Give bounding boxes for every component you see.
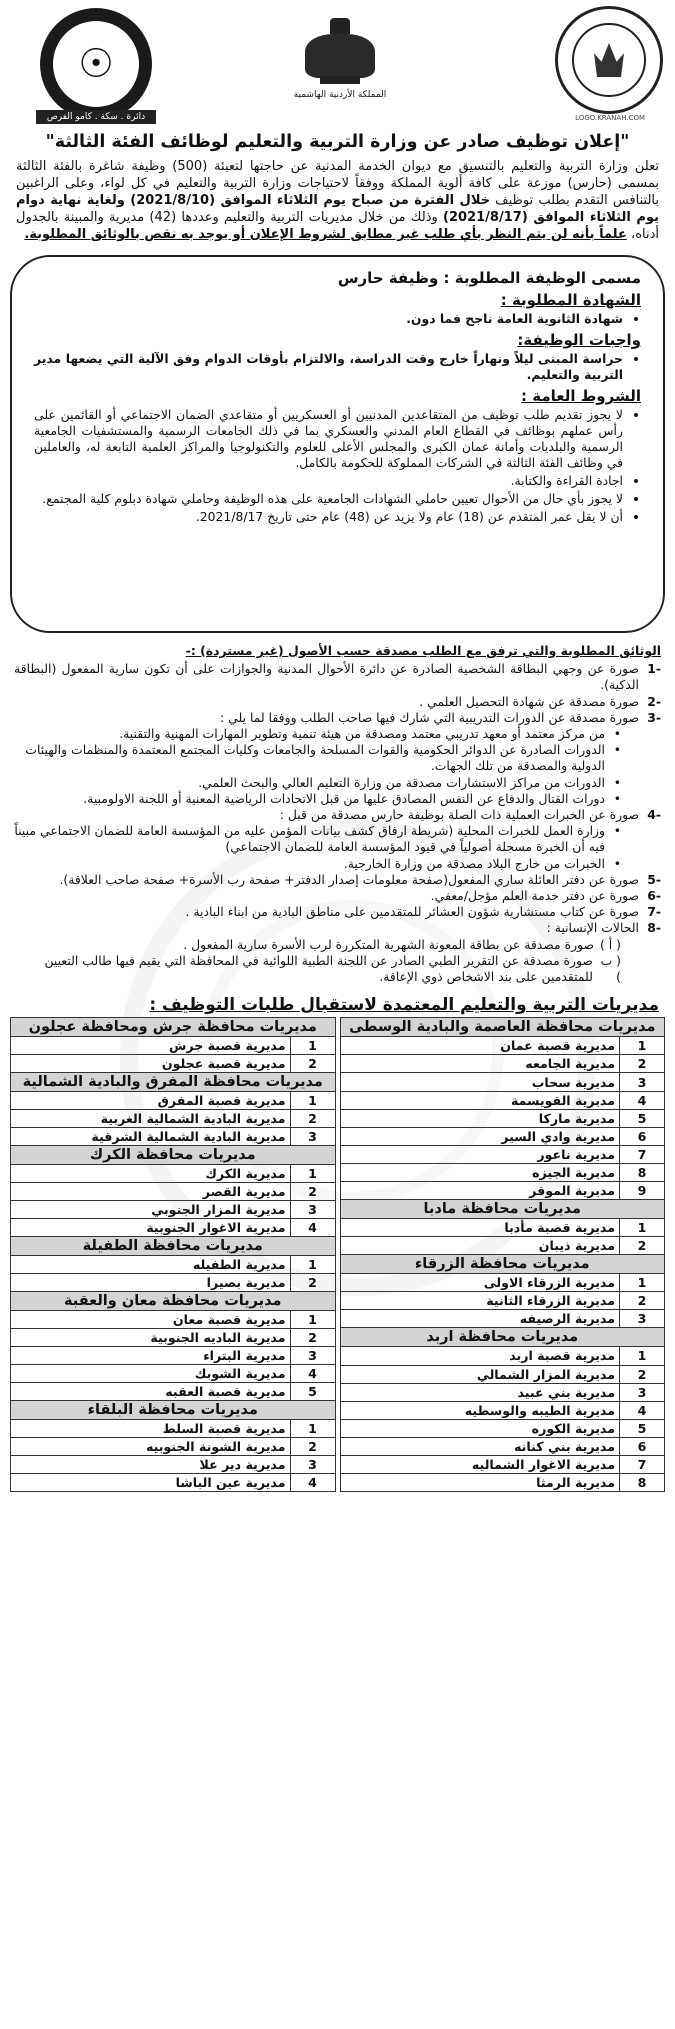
directorate-number: 1 bbox=[290, 1256, 335, 1274]
directorate-name: مديرية الجيزه bbox=[340, 1163, 620, 1181]
condition-item: • أن لا يقل عمر المتقدم عن (18) عام ولا يزيد عن (48) عام حتى تاريخ 2021/8/17. bbox=[34, 509, 623, 525]
directorates-tables bbox=[10, 1017, 665, 1492]
directorate-row bbox=[11, 1037, 336, 1055]
directorate-number: 3 bbox=[620, 1310, 665, 1328]
directorate-row bbox=[340, 1163, 665, 1181]
directorate-row bbox=[11, 1219, 336, 1237]
governorate-header: مديريات محافظة اربد bbox=[340, 1328, 665, 1347]
directorate-number: 3 bbox=[290, 1347, 335, 1365]
directorate-row bbox=[11, 1347, 336, 1365]
directorate-row bbox=[340, 1365, 665, 1383]
directorate-row bbox=[340, 1347, 665, 1365]
doc-item: -3 صورة مصدقة عن الدورات التدريبية التي شارك فيها صاحب الطلب ووفقا لما يلي : bbox=[220, 709, 661, 725]
directorate-name: مديرية الزرقاء الثانية bbox=[340, 1292, 620, 1310]
directorate-number: 1 bbox=[620, 1037, 665, 1055]
directorate-row bbox=[340, 1237, 665, 1255]
job-title: مسمى الوظيفة المطلوبة : وظيفة حارس bbox=[337, 269, 641, 287]
directorate-name: مديرية الكرك bbox=[11, 1165, 291, 1183]
intro-warning: علماً بأنه لن يتم النظر بأي طلب غير مطابق لشروط الإعلان أو يوجد به نقص بالوثائق المطلوبة. bbox=[24, 227, 627, 242]
directorate-row bbox=[11, 1420, 336, 1438]
directorate-number: 1 bbox=[290, 1311, 335, 1329]
directorate-name: مديرية قصبة المفرق bbox=[11, 1092, 291, 1110]
directorate-name: مديرية قصبة العقبه bbox=[11, 1383, 291, 1401]
directorate-row bbox=[11, 1183, 336, 1201]
doc-subitem: • الدورات الصادرة عن الدوائر الحكومية والقوات المسلحة والجامعات وكليات المجتمع المعتمدة والمنظمات والهيئات الدولية والمصدقة من تلك الجهات. bbox=[25, 742, 621, 774]
doc-subitem: • وزارة العمل للخبرات المحلية (شريطة ارفاق كشف بيانات المؤمن عليه من المؤسسة العامة للضمان الاجتماعي مبيناً فيه أن الخبرة مسجلة أصولياً في قيود المؤسسة العامة للضمان الاجتماعي) bbox=[14, 823, 621, 855]
directorate-row bbox=[11, 1128, 336, 1146]
directorate-number: 7 bbox=[620, 1145, 665, 1163]
directorate-name: مديرية الاغوار الشماليه bbox=[340, 1455, 620, 1473]
directorate-name: مديرية القصر bbox=[11, 1183, 291, 1201]
directorate-row bbox=[11, 1438, 336, 1456]
directorate-number: 2 bbox=[290, 1183, 335, 1201]
directorate-name: مديرية سحاب bbox=[340, 1073, 620, 1091]
directorate-row bbox=[11, 1274, 336, 1292]
doc-item: -4 صورة عن الخبرات العملية ذات الصلة بوظيفة حارس مصدقة من قبل : bbox=[279, 807, 661, 823]
governorate-header: مديريات محافظة الكرك bbox=[11, 1146, 336, 1165]
doc-item: -5 صورة عن دفتر العائلة ساري المفعول(صفحة معلومات إصدار الدفتر+ صفحة رب الأسرة+ صفحة صاحب العلاقة). bbox=[59, 871, 661, 887]
directorate-number: 6 bbox=[620, 1127, 665, 1145]
directorate-number: 7 bbox=[620, 1455, 665, 1473]
directorate-number: 1 bbox=[620, 1347, 665, 1365]
directorate-name: مديرية قصبة عمان bbox=[340, 1037, 620, 1055]
directorate-row bbox=[11, 1092, 336, 1110]
directorate-number: 1 bbox=[290, 1420, 335, 1438]
directorate-number: 3 bbox=[620, 1383, 665, 1401]
directorate-name: مديرية قصبة عجلون bbox=[11, 1055, 291, 1073]
directorate-name: مديرية المزار الجنوبي bbox=[11, 1201, 291, 1219]
directorate-number: 6 bbox=[620, 1437, 665, 1455]
directorate-name: مديرية الزرقاء الاولى bbox=[340, 1274, 620, 1292]
directorate-name: مديرية الجامعه bbox=[340, 1055, 620, 1073]
required-documents bbox=[14, 643, 661, 985]
crown-icon bbox=[594, 43, 624, 77]
intro-paragraph bbox=[16, 158, 659, 243]
directorate-name: مديرية وادي السير bbox=[340, 1127, 620, 1145]
doc-subitem: • الخبرات من خارج البلاد مصدقة من وزارة الخارجية. bbox=[343, 855, 621, 871]
directorate-row bbox=[340, 1310, 665, 1328]
directorate-row bbox=[11, 1165, 336, 1183]
directorate-row bbox=[11, 1329, 336, 1347]
directorate-row bbox=[340, 1292, 665, 1310]
governorate-header: مديريات محافظة جرش ومحافظة عجلون bbox=[11, 1018, 336, 1037]
doc-item: -6 صورة عن دفتر خدمة العلم مؤجل/معفي. bbox=[430, 888, 661, 904]
directorate-row bbox=[340, 1473, 665, 1491]
directorate-name: مديرية البادية الشمالية الغربية bbox=[11, 1110, 291, 1128]
directorate-row bbox=[340, 1401, 665, 1419]
governorate-header: مديريات محافظة الزرقاء bbox=[340, 1255, 665, 1274]
directorate-name: مديرية الطيبه والوسطيه bbox=[340, 1401, 620, 1419]
duties-heading: واجبات الوظيفة: bbox=[517, 331, 641, 349]
directorate-number: 3 bbox=[290, 1128, 335, 1146]
directorate-name: مديرية المزار الشمالي bbox=[340, 1365, 620, 1383]
directorate-row bbox=[11, 1055, 336, 1073]
emblem-icon bbox=[305, 18, 375, 86]
directorate-name: مديرية بصيرا bbox=[11, 1274, 291, 1292]
directorate-number: 2 bbox=[620, 1237, 665, 1255]
directorate-name: مديرية الشونة الجنوبيه bbox=[11, 1438, 291, 1456]
directorate-name: مديرية ذيبان bbox=[340, 1237, 620, 1255]
directorates-table-right bbox=[340, 1017, 666, 1492]
condition-item: • اجادة القراءة والكتابة. bbox=[34, 473, 623, 489]
directorate-number: 2 bbox=[290, 1438, 335, 1456]
announcement-title: "إعلان توظيف صادر عن وزارة التربية والتعليم لوظائف الفئة الثالثة" bbox=[45, 132, 630, 152]
directorate-number: 4 bbox=[620, 1091, 665, 1109]
kingdom-emblem bbox=[290, 18, 390, 100]
directorate-name: مديرية قصبة اربد bbox=[340, 1347, 620, 1365]
directorate-row bbox=[340, 1055, 665, 1073]
directorate-name: مديرية الموقر bbox=[340, 1181, 620, 1199]
directorate-number: 2 bbox=[290, 1329, 335, 1347]
service-bureau-logo bbox=[40, 8, 152, 120]
governorate-header: مديريات محافظة مادبا bbox=[340, 1199, 665, 1218]
doc-subitem: • دورات القتال والدفاع عن النفس المصادق عليها من قبل الاتحادات الرياضية المعنية أو اللجنة الاولومبية. bbox=[83, 790, 621, 806]
cert-item: • شهادة الثانوية العامة ناجح فما دون. bbox=[34, 311, 623, 327]
directorate-number: 8 bbox=[620, 1473, 665, 1491]
directorate-name: مديرية الكوره bbox=[340, 1419, 620, 1437]
directorates-table-left bbox=[10, 1017, 336, 1492]
directorate-number: 2 bbox=[290, 1110, 335, 1128]
doc-subitem: • من مركز معتمد أو معهد تدريبي معتمد ومصدقة من هيئة تنمية وتطوير المهارات المهنية والتقنية. bbox=[119, 726, 621, 742]
directorate-name: مديرية دير علا bbox=[11, 1456, 291, 1474]
directorates-title: مديريات التربية والتعليم المعتمدة لاستقبال طلبات التوظيف : bbox=[149, 995, 659, 1016]
directorate-name: مديرية ناعور bbox=[340, 1145, 620, 1163]
kingdom-name: المملكة الأردنية الهاشمية bbox=[293, 90, 387, 100]
directorate-row bbox=[340, 1437, 665, 1455]
directorate-row bbox=[340, 1419, 665, 1437]
directorate-number: 1 bbox=[620, 1274, 665, 1292]
doc-item: -7 صورة عن كتاب مستشارية شؤون العشائر للمتقدمين على مناطق البادية من ابناء البادية . bbox=[185, 904, 661, 920]
job-details-box bbox=[10, 255, 665, 633]
directorate-name: مديرية عين الباشا bbox=[11, 1474, 291, 1492]
directorate-row bbox=[11, 1365, 336, 1383]
directorate-number: 3 bbox=[290, 1456, 335, 1474]
directorate-row bbox=[11, 1110, 336, 1128]
bureau-glyph-icon: ☉ bbox=[78, 41, 114, 87]
directorate-number: 2 bbox=[290, 1055, 335, 1073]
docs-heading: الوثائق المطلوبة والتي ترفق مع الطلب مصدقة حسب الأصول (غير مستردة) :- bbox=[185, 643, 661, 658]
directorate-number: 4 bbox=[290, 1219, 335, 1237]
directorate-number: 4 bbox=[620, 1401, 665, 1419]
directorate-number: 1 bbox=[620, 1218, 665, 1236]
directorate-row bbox=[340, 1091, 665, 1109]
governorate-header: مديريات محافظة العاصمة والبادية الوسطى bbox=[340, 1018, 665, 1037]
cert-heading: الشهادة المطلوبة : bbox=[500, 291, 641, 309]
directorate-row bbox=[340, 1218, 665, 1236]
directorate-name: مديرية قصبة جرش bbox=[11, 1037, 291, 1055]
duties-item: • حراسة المبنى ليلاً ونهاراً خارج وقت الدراسة، والالتزام بأوقات الدوام وفق الآلية التي يضعها مدير التربية والتعليم. bbox=[34, 351, 623, 383]
directorate-name: مديرية القويسمة bbox=[340, 1091, 620, 1109]
governorate-header: مديريات محافظة معان والعقبة bbox=[11, 1292, 336, 1311]
doc-item: -2 صورة مصدقة عن شهادة التحصيل العلمي . bbox=[419, 693, 661, 709]
directorate-number: 4 bbox=[290, 1365, 335, 1383]
directorate-row bbox=[340, 1109, 665, 1127]
directorate-name: مديرية الباديه الجنوبية bbox=[11, 1329, 291, 1347]
directorate-row bbox=[11, 1311, 336, 1329]
directorate-number: 2 bbox=[620, 1292, 665, 1310]
directorate-number: 1 bbox=[290, 1165, 335, 1183]
directorate-number: 3 bbox=[620, 1073, 665, 1091]
directorate-name: مديرية البادية الشمالية الشرقية bbox=[11, 1128, 291, 1146]
directorate-name: مديرية البتراء bbox=[11, 1347, 291, 1365]
directorate-number: 2 bbox=[290, 1274, 335, 1292]
directorate-row bbox=[340, 1181, 665, 1199]
directorate-row bbox=[340, 1073, 665, 1091]
directorate-number: 3 bbox=[290, 1201, 335, 1219]
doc-subitem: • الدورات من مراكز الاستشارات مصدقة من وزارة التعليم العالي والبحث العلمي. bbox=[198, 774, 621, 790]
governorate-header: مديريات محافظة الطفيلة bbox=[11, 1237, 336, 1256]
directorate-row bbox=[340, 1145, 665, 1163]
directorate-number: 5 bbox=[290, 1383, 335, 1401]
directorate-name: مديرية الرمثا bbox=[340, 1473, 620, 1491]
doc-item: -1 صورة عن وجهي البطاقة الشخصية الصادرة عن دائرة الأحوال المدنية والجوازات على أن تكون سارية المفعول (البطاقة الذكية). bbox=[14, 661, 661, 693]
directorate-row bbox=[340, 1037, 665, 1055]
directorate-row bbox=[11, 1474, 336, 1492]
directorate-row bbox=[340, 1455, 665, 1473]
directorate-name: مديرية ماركا bbox=[340, 1109, 620, 1127]
intro-text-2: وذلك من خلال مديريات التربية والتعليم وعددها (42) مديرية والمبينة بالجدول أدناه، bbox=[16, 210, 659, 242]
governorate-header: مديريات محافظة المفرق والبادية الشمالية bbox=[11, 1073, 336, 1092]
intro-period: خلال الفترة من صباح يوم الثلاثاء الموافق (2021/8/10) ولغاية نهاية دوام يوم الثلاثاء الموافق (2021/8/17) bbox=[16, 193, 659, 225]
directorate-number: 5 bbox=[620, 1109, 665, 1127]
directorate-number: 2 bbox=[620, 1365, 665, 1383]
directorate-name: مديرية بني عبيد bbox=[340, 1383, 620, 1401]
directorate-number: 8 bbox=[620, 1163, 665, 1181]
directorate-row bbox=[340, 1274, 665, 1292]
directorate-name: مديرية الاغوار الجنوبية bbox=[11, 1219, 291, 1237]
condition-item: • لا يجوز بأي حال من الأحوال تعيين حاملي الشهادات الجامعية على هذه الوظيفة وحاملي شهادة دبلوم كلية المجتمع. bbox=[34, 491, 623, 507]
directorate-number: 1 bbox=[290, 1092, 335, 1110]
governorate-header: مديريات محافظة البلقاء bbox=[11, 1401, 336, 1420]
logo-url: LOGO.KRANAH.COM bbox=[575, 114, 645, 122]
directorate-row bbox=[11, 1456, 336, 1474]
directorate-row bbox=[340, 1127, 665, 1145]
directorate-name: مديرية قصبة السلط bbox=[11, 1420, 291, 1438]
directorate-name: مديرية قصبة معان bbox=[11, 1311, 291, 1329]
directorate-row bbox=[11, 1383, 336, 1401]
directorate-number: 4 bbox=[290, 1474, 335, 1492]
ministry-seal-logo bbox=[555, 6, 663, 114]
directorate-row bbox=[340, 1383, 665, 1401]
directorate-name: مديرية قصبة مأدبا bbox=[340, 1218, 620, 1236]
directorate-number: 5 bbox=[620, 1419, 665, 1437]
directorate-number: 1 bbox=[290, 1037, 335, 1055]
directorate-name: مديرية الرصيفه bbox=[340, 1310, 620, 1328]
directorate-number: 2 bbox=[620, 1055, 665, 1073]
doc-item: -8 الحالات الإنسانية : bbox=[546, 920, 661, 936]
conditions-heading: الشروط العامة : bbox=[521, 387, 641, 405]
directorate-number: 9 bbox=[620, 1181, 665, 1199]
directorate-name: مديرية بني كنانه bbox=[340, 1437, 620, 1455]
header bbox=[0, 0, 675, 128]
directorate-row bbox=[11, 1256, 336, 1274]
intro-text-1: تعلن وزارة التربية والتعليم بالتنسيق مع ديوان الخدمة المدنية عن حاجتها لتعبئة (500) وظيفة شاغرة بالفئة الثالثة بمسمى (حارس) موزعة على كافة ألوية المملكة ووفقاً لاحتياجات وزارة التربية والتعليم في كل لواء، وعلى الراغبين بالتنافس التقدم بطلب توظيف bbox=[16, 159, 659, 208]
directorate-name: مديرية الشوبك bbox=[11, 1365, 291, 1383]
doc-subitem: ( ب ) صورة مصدقة عن التقرير الطبي الصادر عن اللجنة الطبية اللوائية في المحافظة التي يقيم فيها طالب التعيين للمتقدمين على بند الاشخاص ذوي الإعاقة. bbox=[44, 952, 621, 985]
bureau-caption: دائرة . سكة . كامو الفرص bbox=[36, 110, 156, 124]
directorate-row bbox=[11, 1201, 336, 1219]
doc-subitem: ( أ ) صورة مصدقة عن بطاقة المعونة الشهرية المتكررة لرب الأسرة سارية المفعول . bbox=[183, 936, 621, 952]
condition-item: • لا يجوز تقديم طلب توظيف من المتقاعدين المدنيين أو العسكريين أو متقاعدي الضمان الاجتماعي أو القائمين على رأس عملهم بوظائف في القطاع العام المدني والعسكري بما في ذلك الجامعات الرسمية والمستشفيات الجامعية الرسمية والبلديات وأمانة عمان الكبرى والمجلس الأعلى للعلوم والتكنولوجيا والمراكز العلمية التابعة له، والعاملين في وظائف الفئة الثالثة في الشركات المملوكة للحكومة بالكامل. bbox=[34, 407, 623, 471]
directorate-name: مديرية الطفيله bbox=[11, 1256, 291, 1274]
